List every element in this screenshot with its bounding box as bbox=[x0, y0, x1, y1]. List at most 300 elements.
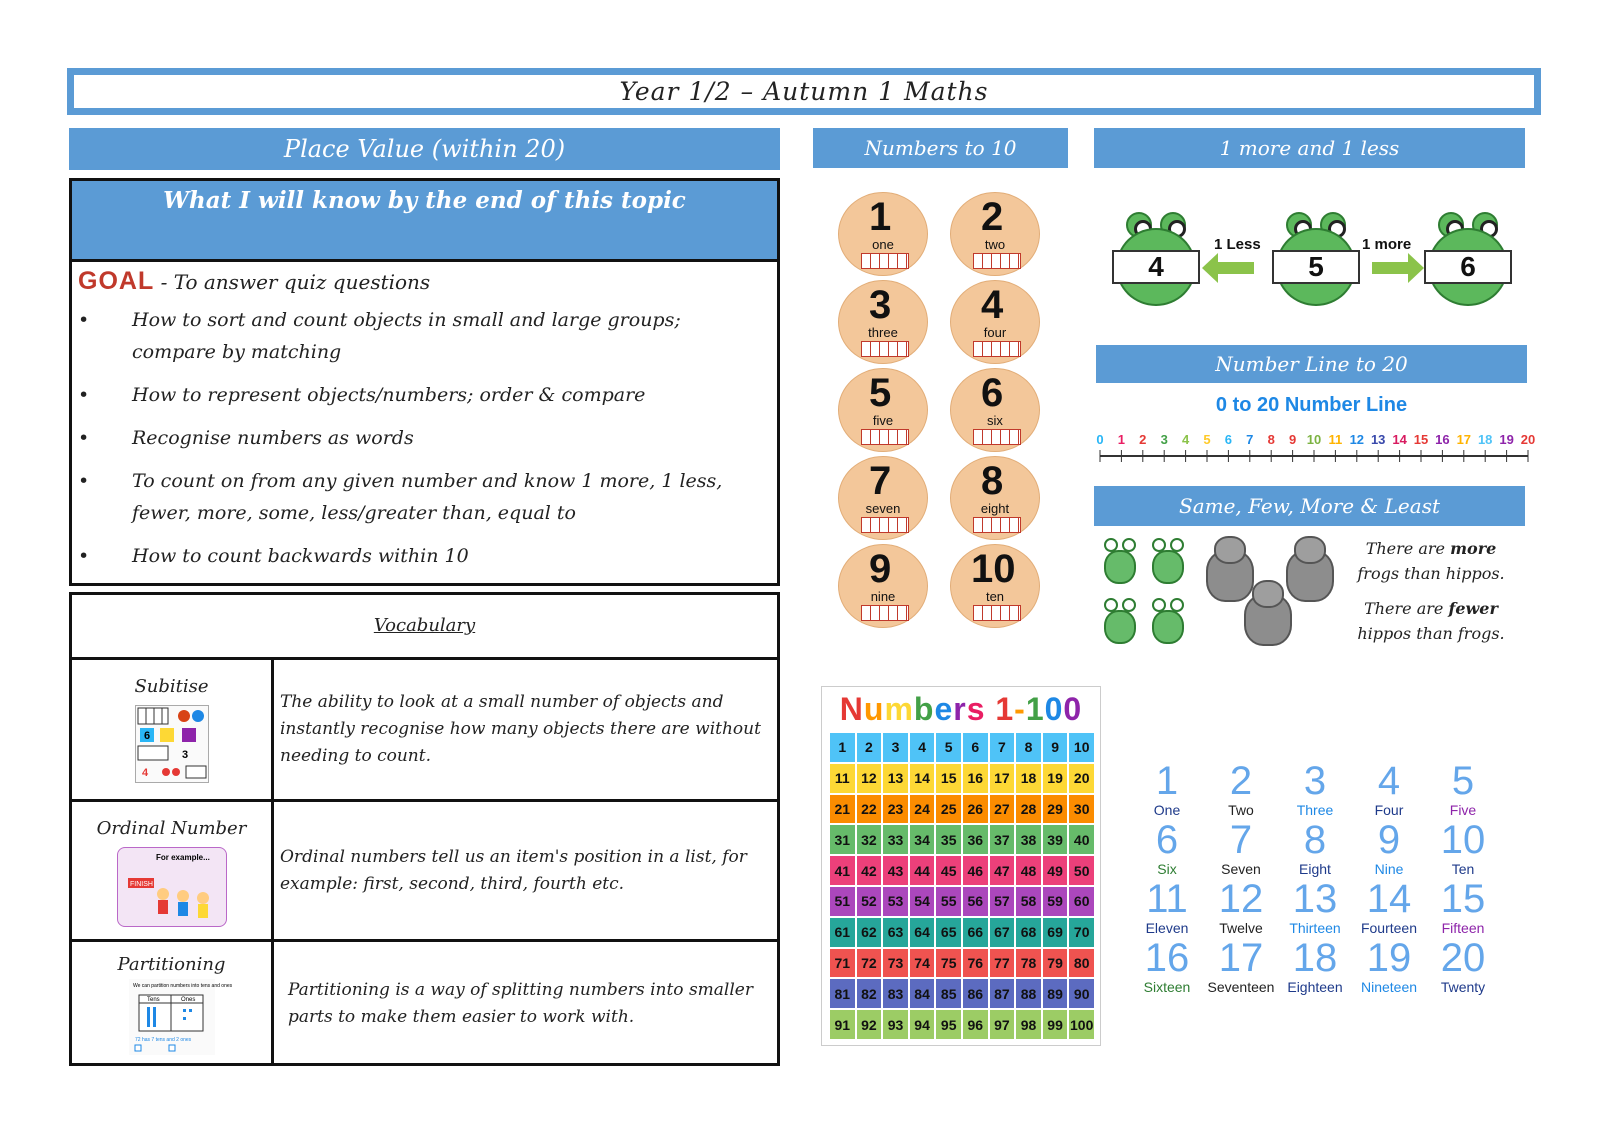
number-line-label: 9 bbox=[1288, 432, 1297, 447]
subitise-picture-icon bbox=[135, 705, 209, 783]
number-word: Ten bbox=[1451, 861, 1475, 877]
hundred-square-cell: 22 bbox=[857, 795, 882, 824]
hundred-square-cell: 29 bbox=[1043, 795, 1068, 824]
bullet-icon: • bbox=[78, 427, 90, 449]
coin-word: nine bbox=[870, 589, 896, 604]
knowledge-list bbox=[78, 304, 768, 583]
number-line-label: 5 bbox=[1203, 432, 1211, 447]
list-item bbox=[78, 540, 768, 572]
number-digit: 11 bbox=[1146, 877, 1188, 921]
number-line-label: 7 bbox=[1246, 432, 1254, 447]
ten-frame-icon bbox=[861, 341, 909, 357]
number-digit: 12 bbox=[1218, 877, 1264, 921]
hundred-square-cell: 53 bbox=[883, 887, 908, 916]
number-word: Seven bbox=[1221, 861, 1261, 877]
bullet-icon: • bbox=[78, 470, 90, 492]
hundred-square-cell: 93 bbox=[883, 1010, 908, 1039]
hundred-square-cell: 60 bbox=[1069, 887, 1094, 916]
more-label: 1 more bbox=[1362, 236, 1412, 253]
coin-word: two bbox=[984, 237, 1006, 252]
goal-logo-icon: GOAL bbox=[78, 267, 155, 295]
number-word-item bbox=[1426, 819, 1500, 877]
hundred-square-cell: 14 bbox=[910, 764, 935, 793]
hundred-square-cell: 70 bbox=[1069, 918, 1094, 947]
vocabulary-term: Ordinal Number bbox=[96, 818, 247, 839]
coin-number: 8 bbox=[981, 459, 1004, 503]
hundred-square-cell: 67 bbox=[990, 918, 1015, 947]
svg-text:3: 3 bbox=[181, 749, 188, 761]
hundred-square-cell: 21 bbox=[830, 795, 855, 824]
ten-frame-icon bbox=[861, 517, 909, 533]
coin-number: 6 bbox=[981, 371, 1004, 415]
coin-word: six bbox=[987, 413, 1003, 428]
list-item-text: How to represent objects/numbers; order & compare bbox=[132, 384, 646, 406]
partition-picture-col: Tens bbox=[146, 997, 160, 1003]
number-line-label: 16 bbox=[1435, 432, 1450, 447]
coin-number: 7 bbox=[869, 459, 892, 503]
hundred-square-cell: 97 bbox=[990, 1010, 1015, 1039]
number-word-item bbox=[1278, 819, 1352, 877]
number-digit: 8 bbox=[1303, 818, 1327, 862]
hundred-square-cell: 39 bbox=[1043, 825, 1068, 854]
hundred-square-cell: 68 bbox=[1016, 918, 1041, 947]
number-word: Eight bbox=[1299, 861, 1331, 877]
hundred-square-cell: 2 bbox=[857, 733, 882, 762]
hundred-square-cell: 73 bbox=[883, 949, 908, 978]
number-word: Fifteen bbox=[1441, 920, 1485, 936]
frog-icon bbox=[1268, 206, 1364, 311]
coin-number: 2 bbox=[981, 195, 1004, 239]
hundred-square-cell: 61 bbox=[830, 918, 855, 947]
list-item-text: Recognise numbers as words bbox=[132, 427, 414, 449]
number-line-label: 2 bbox=[1139, 432, 1147, 447]
vocabulary-term: Subitise bbox=[134, 676, 209, 697]
vocabulary-term-cell bbox=[72, 660, 274, 799]
number-digit: 13 bbox=[1292, 877, 1338, 921]
number-word-item bbox=[1204, 937, 1278, 995]
hundred-square-cell: 99 bbox=[1043, 1010, 1068, 1039]
numbers-to-10-heading: Numbers to 10 bbox=[813, 128, 1068, 168]
hundred-square-cell: 77 bbox=[990, 949, 1015, 978]
vocabulary-table bbox=[69, 592, 780, 1066]
hundred-square-cell: 76 bbox=[963, 949, 988, 978]
vocabulary-definition: Ordinal numbers tell us an item's position in a list, for example: first, second, third, fourth etc. bbox=[280, 846, 747, 894]
hundred-square-cell: 40 bbox=[1069, 825, 1094, 854]
number-word-item bbox=[1130, 937, 1204, 995]
bullet-icon: • bbox=[78, 384, 90, 406]
number-line-label: 3 bbox=[1160, 432, 1168, 447]
vocabulary-row bbox=[72, 942, 777, 1066]
hundred-square-cell: 87 bbox=[990, 979, 1015, 1008]
number-word: Nineteen bbox=[1360, 979, 1418, 995]
hundred-square-cell: 5 bbox=[936, 733, 961, 762]
hundred-square-cell: 1 bbox=[830, 733, 855, 762]
ten-frame-icon bbox=[973, 253, 1021, 269]
coin-word: ten bbox=[985, 589, 1005, 604]
hundred-square-cell: 85 bbox=[936, 979, 961, 1008]
frog-sign: 6 bbox=[1424, 250, 1512, 284]
hundred-square-cell: 37 bbox=[990, 825, 1015, 854]
ten-frame-icon bbox=[973, 605, 1021, 621]
hundred-square-cell: 71 bbox=[830, 949, 855, 978]
frog-icon bbox=[1100, 536, 1140, 586]
hundred-square-cell: 38 bbox=[1016, 825, 1041, 854]
vocabulary-row bbox=[72, 802, 777, 942]
hundred-square-cell: 55 bbox=[936, 887, 961, 916]
hundred-square-cell: 94 bbox=[910, 1010, 935, 1039]
list-item bbox=[78, 304, 768, 368]
number-word: Eleven bbox=[1145, 920, 1189, 936]
hundred-square-poster bbox=[821, 686, 1101, 1046]
frogs-hippos-picture bbox=[1096, 534, 1316, 654]
partition-picture-caption: 72 has 7 tens and 2 ones bbox=[134, 1037, 191, 1043]
hundred-square-cell: 31 bbox=[830, 825, 855, 854]
ten-frame-icon bbox=[973, 517, 1021, 533]
hundred-square-cell: 17 bbox=[990, 764, 1015, 793]
coin-word: five bbox=[872, 413, 894, 428]
hundred-square-cell: 18 bbox=[1016, 764, 1041, 793]
hundred-square-cell: 83 bbox=[883, 979, 908, 1008]
number-coin bbox=[950, 280, 1040, 364]
number-word: Four bbox=[1374, 802, 1404, 818]
hundred-square-cell: 43 bbox=[883, 856, 908, 885]
number-line-label: 14 bbox=[1392, 432, 1407, 447]
hundred-square-cell: 98 bbox=[1016, 1010, 1041, 1039]
frog-sign: 5 bbox=[1272, 250, 1360, 284]
svg-text:6: 6 bbox=[143, 730, 150, 742]
number-word-item bbox=[1130, 878, 1204, 936]
number-digit: 16 bbox=[1144, 936, 1190, 980]
hundred-square-cell: 54 bbox=[910, 887, 935, 916]
number-word-item bbox=[1352, 878, 1426, 936]
hundred-square-cell: 86 bbox=[963, 979, 988, 1008]
hundred-square-cell: 78 bbox=[1016, 949, 1041, 978]
number-line-label: 12 bbox=[1349, 432, 1365, 447]
number-word-item bbox=[1426, 760, 1500, 818]
hundred-square-cell: 47 bbox=[990, 856, 1015, 885]
hundred-square-cell: 16 bbox=[963, 764, 988, 793]
hundred-square-cell: 33 bbox=[883, 825, 908, 854]
frogs-more-less bbox=[1108, 200, 1528, 320]
hundred-square-cell: 96 bbox=[963, 1010, 988, 1039]
ten-frame-icon bbox=[973, 341, 1021, 357]
number-line-label: 0 bbox=[1096, 432, 1104, 447]
hundred-square-cell: 100 bbox=[1069, 1010, 1094, 1039]
less-label: 1 Less bbox=[1214, 236, 1261, 253]
partition-picture-col: Ones bbox=[180, 997, 195, 1003]
coin-word: four bbox=[983, 325, 1007, 340]
coin-word: seven bbox=[865, 501, 901, 516]
race-picture-title: For example... bbox=[155, 853, 210, 862]
number-digit: 6 bbox=[1155, 818, 1179, 862]
number-word: Twenty bbox=[1440, 979, 1486, 995]
left-arrow-icon bbox=[1218, 262, 1254, 274]
number-word-item bbox=[1278, 937, 1352, 995]
number-words bbox=[1130, 760, 1510, 1000]
hundred-square-cell: 75 bbox=[936, 949, 961, 978]
coin-number: 5 bbox=[869, 371, 892, 415]
ten-frame-icon bbox=[861, 605, 909, 621]
hundred-square-cell: 24 bbox=[910, 795, 935, 824]
hundred-square-cell: 82 bbox=[857, 979, 882, 1008]
number-line-label: 10 bbox=[1306, 432, 1322, 447]
coin-number: 9 bbox=[869, 547, 892, 591]
hundred-square-cell: 10 bbox=[1069, 733, 1094, 762]
number-coin bbox=[838, 280, 928, 364]
hundred-square-cell: 79 bbox=[1043, 949, 1068, 978]
vocabulary-definition: Partitioning is a way of splitting numbers into smaller parts to make them easier to work with. bbox=[288, 980, 753, 1027]
number-line-label: 4 bbox=[1181, 432, 1190, 447]
hundred-square-cell: 50 bbox=[1069, 856, 1094, 885]
number-word-item bbox=[1426, 878, 1500, 936]
partition-picture-title: We can partition numbers into tens and ones bbox=[132, 983, 232, 989]
list-item bbox=[78, 379, 768, 411]
number-word: Two bbox=[1228, 802, 1254, 818]
hundred-square-cell: 26 bbox=[963, 795, 988, 824]
hundred-square-cell: 42 bbox=[857, 856, 882, 885]
hundred-square-cell: 89 bbox=[1043, 979, 1068, 1008]
coin-number: 10 bbox=[971, 547, 1016, 591]
number-line-label: 15 bbox=[1413, 432, 1429, 447]
hundred-square-cell: 48 bbox=[1016, 856, 1041, 885]
hundred-square-cell: 13 bbox=[883, 764, 908, 793]
hundred-square-cell: 84 bbox=[910, 979, 935, 1008]
hundred-square-cell: 62 bbox=[857, 918, 882, 947]
frog-sign: 4 bbox=[1112, 250, 1200, 284]
coin-word: eight bbox=[980, 501, 1010, 516]
number-word-item bbox=[1130, 819, 1204, 877]
hundred-square-cell: 63 bbox=[883, 918, 908, 947]
vocabulary-term-cell bbox=[72, 942, 274, 1066]
goal-line bbox=[78, 267, 430, 296]
number-word: Sixteen bbox=[1143, 979, 1191, 995]
number-digit: 1 bbox=[1155, 759, 1179, 803]
bullet-icon: • bbox=[78, 545, 90, 567]
hundred-square-cell: 19 bbox=[1043, 764, 1068, 793]
number-line-label: 18 bbox=[1477, 432, 1493, 447]
more-sentence: There are more frogs than hippos. bbox=[1357, 539, 1505, 583]
goal-text: - To answer quiz questions bbox=[160, 270, 431, 294]
hundred-square-cell: 9 bbox=[1043, 733, 1068, 762]
hundred-square-cell: 7 bbox=[990, 733, 1015, 762]
ten-frame-icon bbox=[861, 429, 909, 445]
number-digit: 5 bbox=[1451, 759, 1475, 803]
hundred-square-cell: 20 bbox=[1069, 764, 1094, 793]
hundred-square-cell: 52 bbox=[857, 887, 882, 916]
number-digit: 14 bbox=[1366, 877, 1412, 921]
number-digit: 10 bbox=[1440, 818, 1486, 862]
number-line-label: 17 bbox=[1456, 432, 1472, 447]
frog-icon bbox=[1420, 206, 1516, 311]
hundred-square-cell: 34 bbox=[910, 825, 935, 854]
ten-frame-icon bbox=[861, 253, 909, 269]
number-word: Six bbox=[1157, 861, 1177, 877]
number-digit: 3 bbox=[1303, 759, 1327, 803]
coin-number: 4 bbox=[981, 283, 1004, 327]
hundred-square-grid bbox=[830, 733, 1094, 1039]
number-line-label: 13 bbox=[1370, 432, 1386, 447]
hundred-square-cell: 23 bbox=[883, 795, 908, 824]
hundred-square-cell: 74 bbox=[910, 949, 935, 978]
number-word: Fourteen bbox=[1360, 920, 1418, 936]
number-digit: 15 bbox=[1440, 877, 1486, 921]
number-line bbox=[1092, 430, 1536, 470]
number-word-item bbox=[1352, 819, 1426, 877]
list-item-text: How to sort and count objects in small and large groups; compare by matching bbox=[132, 309, 681, 363]
hundred-square-cell: 8 bbox=[1016, 733, 1041, 762]
hippo-icon bbox=[1286, 536, 1334, 602]
hundred-square-cell: 32 bbox=[857, 825, 882, 854]
number-digit: 17 bbox=[1218, 936, 1264, 980]
number-coin bbox=[950, 368, 1040, 452]
vocabulary-heading: Vocabulary bbox=[72, 595, 777, 660]
number-coin bbox=[950, 192, 1040, 276]
number-word: Seventeen bbox=[1207, 979, 1275, 995]
number-line-label: 20 bbox=[1520, 432, 1536, 447]
number-word: Five bbox=[1449, 802, 1477, 818]
svg-text:4: 4 bbox=[141, 767, 148, 779]
hundred-square-cell: 36 bbox=[963, 825, 988, 854]
hundred-square-cell: 15 bbox=[936, 764, 961, 793]
hundred-square-cell: 59 bbox=[1043, 887, 1068, 916]
number-coins bbox=[838, 192, 1058, 632]
list-item bbox=[78, 422, 768, 454]
number-coin bbox=[950, 544, 1040, 628]
hundred-square-cell: 4 bbox=[910, 733, 935, 762]
number-word: Nine bbox=[1374, 861, 1404, 877]
hundred-square-cell: 30 bbox=[1069, 795, 1094, 824]
coin-number: 3 bbox=[869, 283, 892, 327]
number-coin bbox=[838, 192, 928, 276]
hundred-square-cell: 49 bbox=[1043, 856, 1068, 885]
frog-icon bbox=[1148, 596, 1188, 646]
hundred-square-cell: 46 bbox=[963, 856, 988, 885]
hundred-square-cell: 90 bbox=[1069, 979, 1094, 1008]
bullet-icon: • bbox=[78, 309, 90, 331]
number-word: Thirteen bbox=[1289, 920, 1341, 936]
coin-word: one bbox=[872, 237, 894, 252]
number-digit: 9 bbox=[1377, 818, 1401, 862]
hundred-square-cell: 88 bbox=[1016, 979, 1041, 1008]
same-few-heading: Same, Few, More & Least bbox=[1094, 486, 1525, 526]
number-word: Twelve bbox=[1219, 920, 1263, 936]
number-word-item bbox=[1278, 760, 1352, 818]
knowledge-heading: What I will know by the end of this topic bbox=[72, 181, 777, 262]
number-coin bbox=[950, 456, 1040, 540]
number-line-label: 1 bbox=[1117, 432, 1126, 447]
more-less-heading: 1 more and 1 less bbox=[1094, 128, 1525, 168]
coin-word: three bbox=[868, 325, 898, 340]
partition-picture-icon bbox=[129, 979, 232, 1055]
ten-frame-icon bbox=[973, 429, 1021, 445]
fewer-sentence: There are fewer hippos than frogs. bbox=[1357, 599, 1505, 643]
vocabulary-term-cell bbox=[72, 802, 274, 939]
page-title: Year 1/2 – Autumn 1 Maths bbox=[67, 68, 1541, 115]
hundred-square-cell: 25 bbox=[936, 795, 961, 824]
number-word-item bbox=[1204, 760, 1278, 818]
number-coin bbox=[838, 368, 928, 452]
number-line-label: 8 bbox=[1267, 432, 1275, 447]
number-line-label: 6 bbox=[1224, 432, 1233, 447]
hundred-square-cell: 45 bbox=[936, 856, 961, 885]
number-digit: 18 bbox=[1292, 936, 1338, 980]
vocabulary-row bbox=[72, 660, 777, 802]
vocabulary-term: Partitioning bbox=[117, 954, 226, 975]
hundred-square-cell: 95 bbox=[936, 1010, 961, 1039]
number-digit: 7 bbox=[1229, 818, 1253, 862]
number-word-item bbox=[1352, 760, 1426, 818]
number-coin bbox=[838, 544, 928, 628]
hundred-square-cell: 66 bbox=[963, 918, 988, 947]
right-arrow-icon bbox=[1372, 262, 1408, 274]
number-word-item bbox=[1278, 878, 1352, 936]
hundred-square-cell: 6 bbox=[963, 733, 988, 762]
hundred-square-cell: 35 bbox=[936, 825, 961, 854]
hundred-square-cell: 65 bbox=[936, 918, 961, 947]
number-line-label: 11 bbox=[1328, 432, 1343, 447]
hundred-square-title: Numbers 1-100 bbox=[839, 691, 1083, 727]
race-picture-label: FINISH bbox=[129, 881, 153, 888]
vocabulary-definition: The ability to look at a small number of objects and instantly recognise how many objects there are without needing to count. bbox=[280, 692, 761, 766]
list-item-text: How to count backwards within 10 bbox=[132, 545, 469, 567]
hundred-square-cell: 91 bbox=[830, 1010, 855, 1039]
number-word: Three bbox=[1296, 802, 1334, 818]
number-word: One bbox=[1153, 802, 1181, 818]
number-word: Eighteen bbox=[1287, 979, 1343, 995]
number-digit: 19 bbox=[1366, 936, 1412, 980]
number-line-label: 19 bbox=[1499, 432, 1514, 447]
hundred-square-cell: 27 bbox=[990, 795, 1015, 824]
hundred-square-cell: 11 bbox=[830, 764, 855, 793]
hundred-square-cell: 72 bbox=[857, 949, 882, 978]
list-item bbox=[78, 465, 768, 529]
hundred-square-cell: 44 bbox=[910, 856, 935, 885]
hundred-square-cell: 64 bbox=[910, 918, 935, 947]
knowledge-box bbox=[69, 178, 780, 586]
number-digit: 20 bbox=[1440, 936, 1486, 980]
hundred-square-cell: 3 bbox=[883, 733, 908, 762]
hundred-square-cell: 92 bbox=[857, 1010, 882, 1039]
hundred-square-cell: 51 bbox=[830, 887, 855, 916]
number-digit: 4 bbox=[1377, 759, 1401, 803]
frog-icon bbox=[1108, 206, 1204, 311]
number-word-item bbox=[1130, 760, 1204, 818]
number-word-item bbox=[1204, 819, 1278, 877]
hundred-square-cell: 58 bbox=[1016, 887, 1041, 916]
frog-icon bbox=[1148, 536, 1188, 586]
frog-icon bbox=[1100, 596, 1140, 646]
hippo-icon bbox=[1244, 580, 1292, 646]
hundred-square-cell: 80 bbox=[1069, 949, 1094, 978]
number-coin bbox=[838, 456, 928, 540]
number-line-title: 0 to 20 Number Line bbox=[1215, 394, 1408, 416]
number-word-item bbox=[1426, 937, 1500, 995]
race-picture-icon bbox=[117, 847, 227, 927]
hundred-square-cell: 81 bbox=[830, 979, 855, 1008]
number-word-item bbox=[1204, 878, 1278, 936]
hundred-square-cell: 57 bbox=[990, 887, 1015, 916]
number-word-item bbox=[1352, 937, 1426, 995]
number-digit: 2 bbox=[1229, 759, 1253, 803]
hundred-square-cell: 12 bbox=[857, 764, 882, 793]
number-line-heading: Number Line to 20 bbox=[1096, 345, 1527, 383]
coin-number: 1 bbox=[869, 195, 892, 239]
hundred-square-cell: 56 bbox=[963, 887, 988, 916]
hundred-square-cell: 28 bbox=[1016, 795, 1041, 824]
hundred-square-cell: 69 bbox=[1043, 918, 1068, 947]
list-item-text: To count on from any given number and know 1 more, 1 less, fewer, more, some, less/greater than, equal to bbox=[132, 470, 723, 524]
place-value-heading: Place Value (within 20) bbox=[69, 128, 780, 170]
